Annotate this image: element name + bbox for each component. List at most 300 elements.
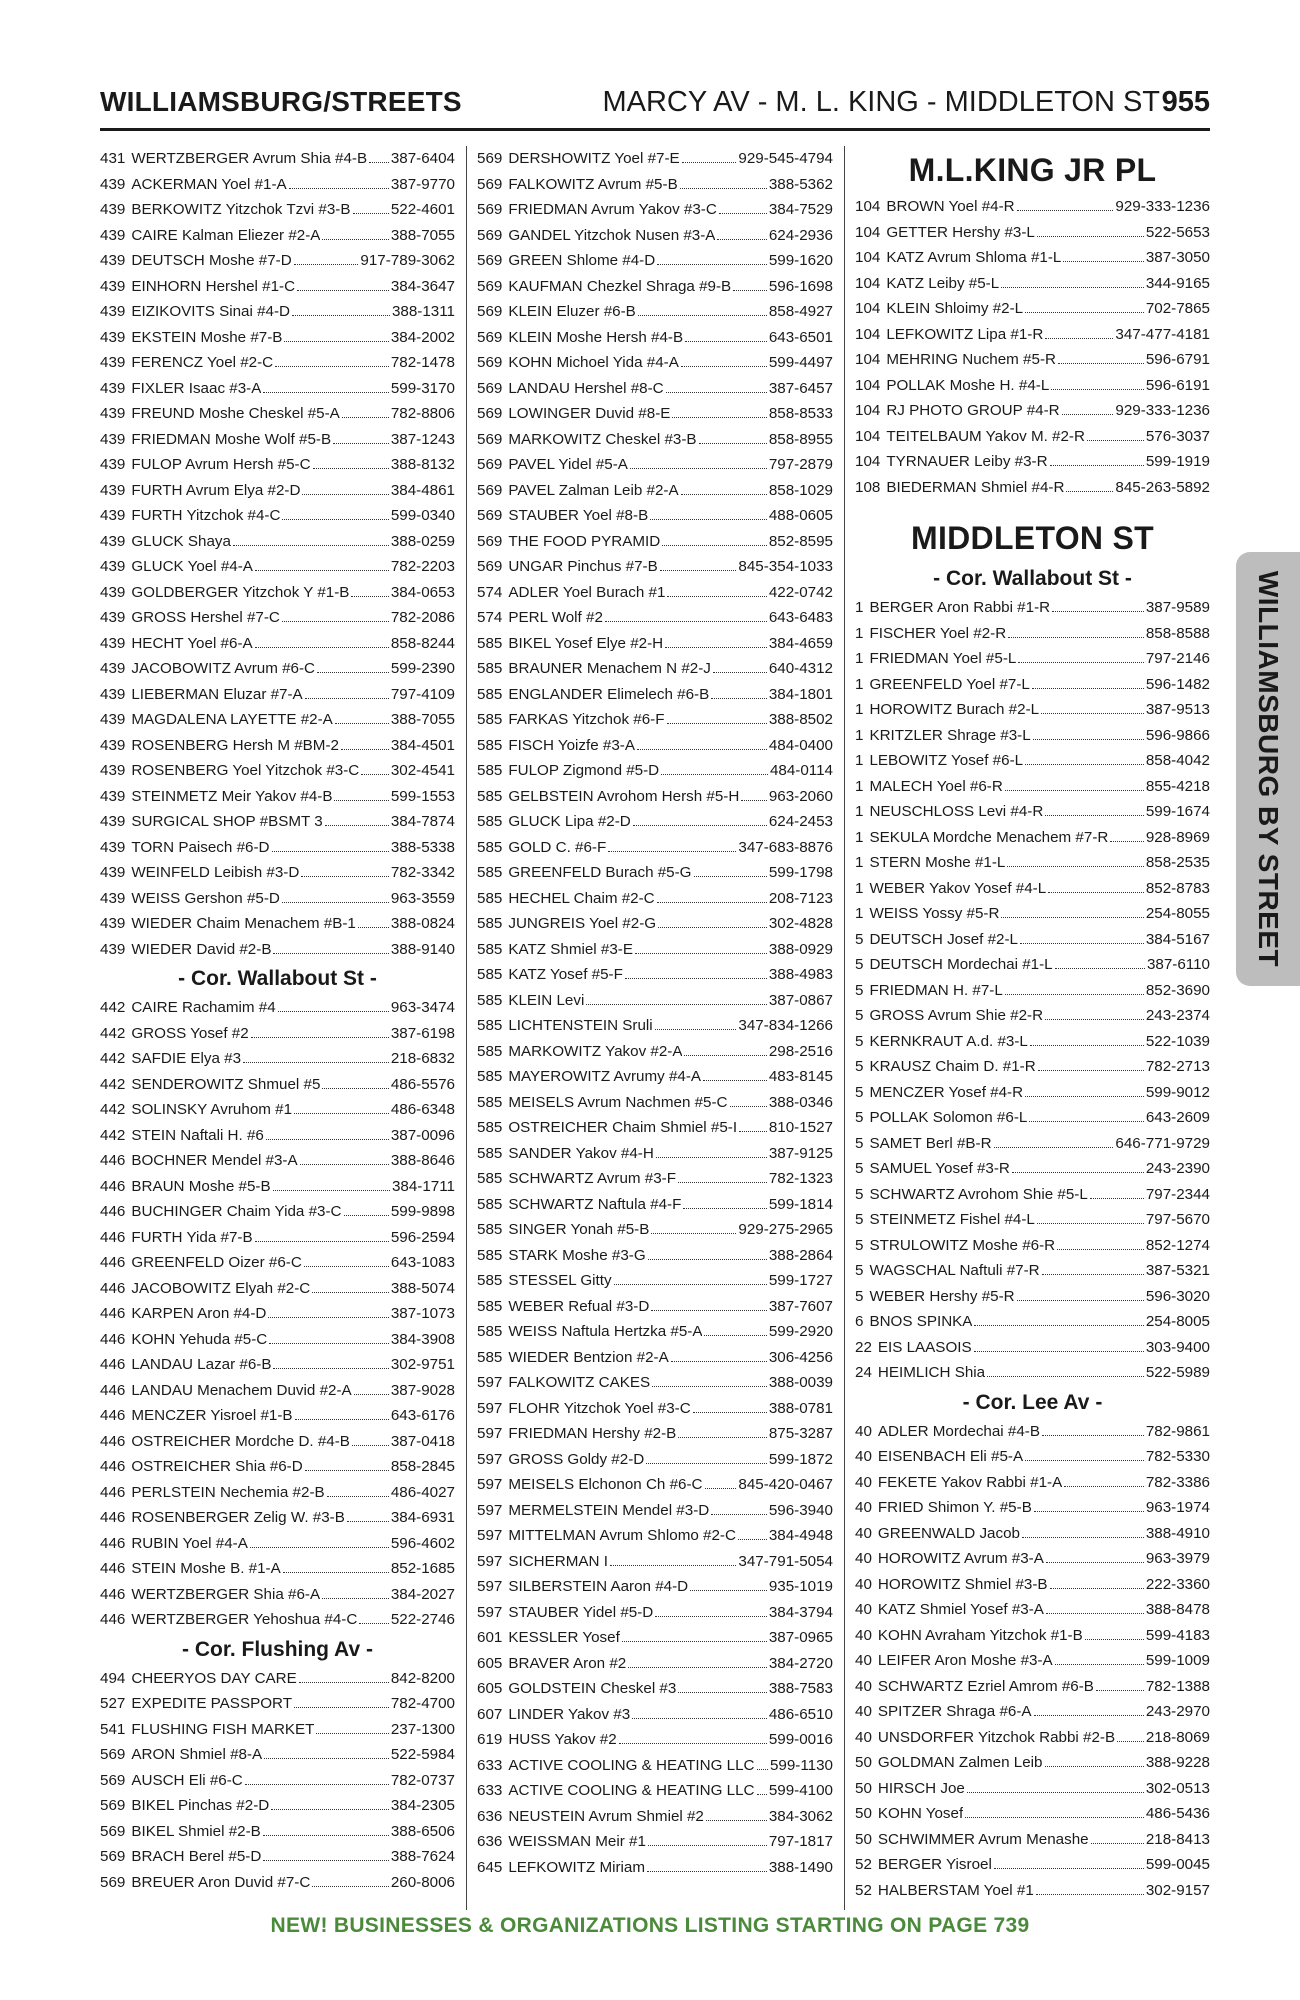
dot-leader <box>974 1351 1144 1352</box>
phone-number: 306-4256 <box>768 1348 833 1366</box>
resident-name: KRAUSZ Chaim D. #1-R <box>869 1058 1036 1075</box>
phone-number: 243-2970 <box>1145 1703 1210 1720</box>
house-number: 104 <box>855 198 881 215</box>
dot-leader <box>1055 968 1145 969</box>
resident-name: KOHN Avraham Yitzchok #1-B <box>877 1626 1083 1644</box>
dot-leader <box>359 1623 389 1624</box>
dot-leader <box>1050 1588 1144 1589</box>
phone-number: 855-4218 <box>1145 777 1210 795</box>
phone-number: 596-1482 <box>1145 675 1210 693</box>
dot-leader <box>335 723 389 724</box>
dot-leader <box>693 1412 767 1413</box>
listing-entry <box>855 1521 1210 1547</box>
phone-number: 646-771-9729 <box>1115 1134 1210 1152</box>
resident-name: GROSS Yosef #2 <box>131 1024 249 1042</box>
house-number: 527 <box>100 1695 126 1712</box>
house-number: 446 <box>100 1585 126 1603</box>
house-number: 40 <box>855 1448 872 1465</box>
house-number: 1 <box>855 879 864 897</box>
resident-name: OSTREICHER Chaim Shmiel #5-I <box>508 1119 738 1136</box>
listing-entry <box>855 1852 1210 1878</box>
phone-number: 218-8413 <box>1145 1830 1210 1848</box>
resident-name: JACOBOWITZ Elyah #2-C <box>131 1279 311 1297</box>
listing-entry <box>100 911 455 937</box>
resident-name: ACKERMAN Yoel #1-A <box>131 175 287 193</box>
phone-number: 782-2086 <box>390 609 455 626</box>
dot-leader <box>269 1343 389 1344</box>
phone-number: 858-8588 <box>1145 624 1210 642</box>
house-number: 569 <box>477 303 503 320</box>
dot-leader <box>706 1820 767 1821</box>
listing-entry <box>855 1335 1210 1361</box>
house-number: 439 <box>100 456 126 473</box>
listing-entry <box>100 835 455 861</box>
listing-entry <box>477 1804 833 1830</box>
phone-number: 917-789-3062 <box>360 252 455 269</box>
listing-entry <box>477 707 833 733</box>
dot-leader <box>1032 688 1144 689</box>
listing-entry <box>100 1480 455 1506</box>
listing-entry <box>100 223 455 249</box>
listing-entry <box>855 220 1210 246</box>
phone-number: 243-2374 <box>1145 1007 1210 1024</box>
phone-number: 387-0418 <box>390 1432 455 1450</box>
phone-number: 347-791-5054 <box>738 1552 833 1570</box>
resident-name: ROSENBERG Hersh M #BM-2 <box>131 736 339 754</box>
listing-entry <box>855 1495 1210 1521</box>
house-number: 569 <box>477 354 503 371</box>
dot-leader <box>1057 1249 1144 1250</box>
phone-number: 387-1073 <box>390 1305 455 1322</box>
listing-entry <box>477 1447 833 1473</box>
resident-name: FALKOWITZ Avrum #5-B <box>508 175 678 193</box>
house-number: 104 <box>855 274 881 292</box>
resident-name: UNGAR Pinchus #7-B <box>508 558 658 575</box>
house-number: 645 <box>477 1858 503 1876</box>
dot-leader <box>628 1667 767 1668</box>
house-number: 597 <box>477 1476 503 1493</box>
listing-entry <box>855 347 1210 373</box>
phone-number: 599-1130 <box>769 1756 833 1774</box>
dot-leader <box>245 1784 389 1785</box>
phone-number: 875-3287 <box>768 1425 833 1442</box>
phone-number: 782-3342 <box>390 864 455 881</box>
phone-number: 852-8595 <box>768 532 833 550</box>
resident-name: LINDER Yakov #3 <box>508 1705 631 1723</box>
house-number: 5 <box>855 1160 864 1177</box>
resident-name: LANDAU Lazar #6-B <box>131 1356 272 1373</box>
listing-entry <box>477 299 833 325</box>
house-number: 597 <box>477 1578 503 1595</box>
house-number: 439 <box>100 889 126 907</box>
resident-name: MALECH Yoel #6-R <box>869 777 1003 795</box>
resident-name: KATZ Avrum Shloma #1-L <box>886 249 1062 266</box>
resident-name: LEBOWITZ Yosef #6-L <box>869 752 1024 769</box>
listing-entry <box>100 631 455 657</box>
resident-name: KATZ Shmiel Yosef #3-A <box>877 1601 1044 1618</box>
resident-name: BRAUN Moshe #5-B <box>131 1177 271 1195</box>
listing-entry <box>477 1141 833 1167</box>
resident-name: WEINFELD Leibish #3-D <box>131 864 300 881</box>
resident-name: WIEDER Chaim Menachem #B-1 <box>131 915 356 932</box>
house-number: 585 <box>477 1068 503 1085</box>
listing-entry <box>100 1844 455 1870</box>
resident-name: ENGLANDER Elimelech #6-B <box>508 685 710 703</box>
listing-entry <box>100 427 455 453</box>
listing-entry <box>477 503 833 529</box>
dot-leader <box>1034 1511 1144 1512</box>
listing-entry <box>477 1651 833 1677</box>
dot-leader <box>1066 491 1113 492</box>
resident-name: WEISS Yossy #5-R <box>869 905 1000 922</box>
dot-leader <box>289 188 389 189</box>
dot-leader <box>268 1317 388 1318</box>
cross-street-heading: - Cor. Lee Av - <box>962 1390 1103 1414</box>
resident-name: UNSDORFER Yitzchok Rabbi #2-B <box>877 1728 1116 1746</box>
dot-leader <box>647 1871 767 1872</box>
listing-entry <box>477 146 833 172</box>
resident-name: WERTZBERGER Avrum Shia #4-B <box>131 150 368 167</box>
resident-name: FRIEDMAN H. #7-L <box>869 981 1003 999</box>
resident-name: MEISELS Elchonon Ch #6-C <box>508 1476 703 1493</box>
listing-entry <box>477 274 833 300</box>
phone-number: 388-4910 <box>1145 1524 1210 1542</box>
dot-leader <box>625 978 767 979</box>
listing-entry <box>100 1199 455 1225</box>
phone-number: 782-1478 <box>390 354 455 371</box>
listing-entry <box>477 401 833 427</box>
resident-name: KESSLER Yosef <box>508 1629 620 1646</box>
phone-number: 388-8502 <box>768 711 833 728</box>
listing-entry <box>855 952 1210 978</box>
street-heading: MIDDLETON ST <box>910 520 1154 556</box>
resident-name: TEITELBAUM Yakov M. #2-R <box>886 427 1085 445</box>
dot-leader <box>682 162 737 163</box>
listing-entry <box>477 478 833 504</box>
phone-number: 599-1727 <box>768 1272 833 1289</box>
phone-number: 599-1674 <box>1145 803 1210 820</box>
resident-name: STARK Moshe #3-G <box>508 1246 646 1264</box>
house-number: 494 <box>100 1669 126 1687</box>
listing-entry <box>855 1827 1210 1853</box>
listing-entry <box>855 748 1210 774</box>
house-number: 585 <box>477 1323 503 1340</box>
dot-leader <box>650 519 767 520</box>
dot-leader <box>1058 363 1144 364</box>
dot-leader <box>667 723 767 724</box>
dot-leader <box>638 315 767 316</box>
house-number: 50 <box>855 1754 872 1771</box>
phone-number: 599-1009 <box>1145 1652 1210 1669</box>
phone-number: 797-2146 <box>1145 650 1210 667</box>
dot-leader <box>353 213 389 214</box>
phone-number: 243-2390 <box>1145 1160 1210 1177</box>
phone-number: 384-6931 <box>390 1509 455 1526</box>
phone-number: 782-3386 <box>1145 1473 1210 1491</box>
resident-name: MEISELS Avrum Nachmen #5-C <box>508 1093 728 1111</box>
listing-entry <box>100 1072 455 1098</box>
listing-entry <box>477 1217 833 1243</box>
listing-entry <box>100 248 455 274</box>
house-number: 40 <box>855 1550 872 1567</box>
house-number: 5 <box>855 1109 864 1126</box>
dot-leader <box>1045 338 1113 339</box>
dot-leader <box>1022 1537 1144 1538</box>
phone-number: 845-420-0467 <box>738 1476 833 1493</box>
resident-name: KATZ Leiby #5-L <box>886 274 1000 292</box>
phone-number: 387-9125 <box>768 1144 833 1162</box>
resident-name: KLEIN Shloimy #2-L <box>886 300 1024 317</box>
listing-entry <box>855 1597 1210 1623</box>
house-number: 439 <box>100 609 126 626</box>
dot-leader <box>605 621 767 622</box>
listing-entry <box>477 1166 833 1192</box>
resident-name: HALBERSTAM Yoel #1 <box>877 1881 1034 1899</box>
listing-entry <box>855 1470 1210 1496</box>
house-number: 569 <box>477 507 503 524</box>
dot-leader <box>1048 892 1144 893</box>
resident-name: NEUSCHLOSS Levi #4-R <box>869 803 1044 820</box>
phone-number: 254-8005 <box>1145 1313 1210 1330</box>
listing-entry <box>477 937 833 963</box>
resident-name: GREENWALD Jacob <box>877 1524 1020 1542</box>
resident-name: NEUSTEIN Avrum Shmiel #2 <box>508 1807 704 1825</box>
phone-number: 486-6510 <box>768 1705 833 1723</box>
listing-entry <box>855 1233 1210 1259</box>
dot-leader <box>614 1284 767 1285</box>
listing-entry <box>100 554 455 580</box>
house-number: 605 <box>477 1654 503 1672</box>
dot-leader <box>1018 662 1143 663</box>
dot-leader <box>1005 994 1144 995</box>
listing-entry <box>477 1855 833 1881</box>
phone-number: 384-4861 <box>390 481 455 499</box>
house-number: 585 <box>477 1042 503 1060</box>
dot-leader <box>302 494 388 495</box>
resident-name: FRIEDMAN Moshe Wolf #5-B <box>131 430 332 448</box>
house-number: 439 <box>100 634 126 652</box>
house-number: 569 <box>477 558 503 575</box>
listing-entry <box>477 1625 833 1651</box>
resident-name: ROSENBERGER Zelig W. #3-B <box>131 1509 345 1526</box>
phone-number: 522-5989 <box>1145 1364 1210 1381</box>
house-number: 569 <box>100 1771 126 1789</box>
resident-name: WIEDER David #2-B <box>131 940 272 958</box>
house-number: 431 <box>100 150 126 167</box>
listing-entry <box>855 1419 1210 1445</box>
resident-name: WEISS Gershon #5-D <box>131 889 280 907</box>
house-number: 605 <box>477 1680 503 1697</box>
phone-number: 387-0965 <box>768 1629 833 1646</box>
listing-entry <box>855 373 1210 399</box>
resident-name: BNOS SPINKA <box>869 1313 973 1330</box>
listing-entry <box>855 850 1210 876</box>
dot-leader <box>648 1845 767 1846</box>
house-number: 569 <box>477 277 503 295</box>
listing-entry <box>477 1396 833 1422</box>
house-number: 585 <box>477 660 503 677</box>
house-number: 585 <box>477 940 503 958</box>
dot-leader <box>974 1325 1143 1326</box>
resident-name: MEHRING Nuchem #5-R <box>886 351 1056 368</box>
listing-entry <box>100 1742 455 1768</box>
resident-name: SCHWARTZ Avrohom Shie #5-L <box>869 1185 1088 1203</box>
listing-entry <box>855 322 1210 348</box>
resident-name: JUNGREIS Yoel #2-G <box>508 915 657 932</box>
house-number: 585 <box>477 736 503 754</box>
house-number: 585 <box>477 1297 503 1315</box>
listing-entry <box>855 1105 1210 1131</box>
phone-number: 643-1083 <box>390 1254 455 1271</box>
phone-number: 384-4659 <box>768 634 833 652</box>
phone-number: 852-3690 <box>1145 981 1210 999</box>
listing-entry <box>100 1046 455 1072</box>
phone-number: 852-8783 <box>1145 879 1210 897</box>
listing-entry <box>100 1793 455 1819</box>
resident-name: STRULOWITZ Moshe #6-R <box>869 1236 1056 1254</box>
dot-leader <box>1045 815 1143 816</box>
side-tab-label: WILLIAMSBURG BY STREET <box>1253 570 1284 968</box>
house-number: 569 <box>477 379 503 397</box>
house-number: 585 <box>477 813 503 830</box>
dot-leader <box>292 315 390 316</box>
house-number: 50 <box>855 1830 872 1848</box>
listing-column-3 <box>855 146 1210 1903</box>
dot-leader <box>1085 1639 1144 1640</box>
house-number: 446 <box>100 1534 126 1552</box>
resident-name: LANDAU Menachem Duvid #2-A <box>131 1381 352 1399</box>
phone-number: 384-7874 <box>390 813 455 830</box>
dot-leader <box>1063 261 1143 262</box>
phone-number: 302-9157 <box>1145 1881 1210 1899</box>
house-number: 569 <box>477 430 503 448</box>
dot-leader <box>1025 764 1144 765</box>
phone-number: 522-5984 <box>390 1746 455 1763</box>
dot-leader <box>651 1310 767 1311</box>
phone-number: 858-4927 <box>768 303 833 320</box>
listing-entry <box>855 1648 1210 1674</box>
listing-entry <box>477 172 833 198</box>
listing-entry <box>477 1013 833 1039</box>
house-number: 5 <box>855 1236 864 1254</box>
dot-leader <box>757 1794 767 1795</box>
column-divider <box>844 146 845 1910</box>
house-number: 104 <box>855 351 881 368</box>
listing-entry <box>100 1327 455 1353</box>
dot-leader <box>1045 1766 1144 1767</box>
house-number: 439 <box>100 787 126 805</box>
listing-entry <box>100 860 455 886</box>
house-number: 574 <box>477 583 503 601</box>
listing-entry <box>100 886 455 912</box>
phone-number: 388-7583 <box>768 1680 833 1697</box>
house-number: 40 <box>855 1626 872 1644</box>
dot-leader <box>312 1886 389 1887</box>
phone-number: 422-0742 <box>768 583 833 601</box>
resident-name: TORN Paisech #6-D <box>131 838 270 856</box>
listing-entry <box>855 398 1210 424</box>
dot-leader <box>325 825 389 826</box>
house-number: 569 <box>477 226 503 244</box>
dot-leader <box>243 1062 389 1063</box>
house-number: 585 <box>477 915 503 932</box>
listing-entry <box>477 1702 833 1728</box>
listing-entry <box>477 988 833 1014</box>
dot-leader <box>1055 1664 1144 1665</box>
dot-leader <box>1037 236 1144 237</box>
dot-leader <box>1110 841 1143 842</box>
house-number: 439 <box>100 379 126 397</box>
listing-entry <box>855 825 1210 851</box>
resident-name: BIEDERMAN Shmiel #4-R <box>886 478 1065 496</box>
street-range-title: MARCY AV - M. L. KING - MIDDLETON ST <box>602 86 1160 118</box>
phone-number: 388-0824 <box>390 915 455 932</box>
listing-entry <box>855 1546 1210 1572</box>
dot-leader <box>294 1707 389 1708</box>
house-number: 439 <box>100 430 126 448</box>
listing-entry <box>477 1753 833 1779</box>
listing-entry <box>100 503 455 529</box>
phone-number: 963-2060 <box>768 787 833 805</box>
listing-entry <box>100 1301 455 1327</box>
house-number: 597 <box>477 1501 503 1519</box>
listing-entry <box>855 1725 1210 1751</box>
resident-name: THE FOOD PYRAMID <box>508 532 661 550</box>
phone-number: 388-0781 <box>768 1399 833 1417</box>
phone-number: 388-5338 <box>390 838 455 856</box>
house-number: 1 <box>855 777 864 795</box>
house-number: 1 <box>855 752 864 769</box>
listing-entry <box>100 146 455 172</box>
resident-name: KARPEN Aron #4-D <box>131 1305 267 1322</box>
listing-entry <box>100 733 455 759</box>
phone-number: 858-1029 <box>768 481 833 499</box>
phone-number: 929-275-2965 <box>738 1221 833 1238</box>
dot-leader <box>273 1368 388 1369</box>
resident-name: SAMUEL Yosef #3-R <box>869 1160 1010 1177</box>
listing-entry <box>477 223 833 249</box>
house-number: 104 <box>855 453 881 470</box>
cross-street-heading: - Cor. Flushing Av - <box>182 1637 373 1661</box>
dot-leader <box>255 647 389 648</box>
dot-leader <box>713 672 767 673</box>
dot-leader <box>994 1147 1114 1148</box>
house-number: 104 <box>855 402 881 419</box>
resident-name: GOLD C. #6-F <box>508 838 607 856</box>
resident-name: GOLDSTEIN Cheskel #3 <box>508 1680 677 1697</box>
resident-name: BERGER Yisroel <box>877 1856 992 1873</box>
listing-entry <box>100 707 455 733</box>
listing-entry <box>855 723 1210 749</box>
listing-entry <box>477 1345 833 1371</box>
dot-leader <box>341 749 389 750</box>
resident-name: SCHWARTZ Avrum #3-F <box>508 1170 676 1187</box>
resident-name: ARON Shmiel #8-A <box>131 1746 263 1763</box>
listing-entry <box>100 809 455 835</box>
phone-number: 599-1620 <box>768 252 833 269</box>
resident-name: BREUER Aron Duvid #7-C <box>131 1873 311 1891</box>
phone-number: 302-4828 <box>768 915 833 932</box>
house-number: 569 <box>100 1848 126 1865</box>
dot-leader <box>266 1139 389 1140</box>
resident-name: FISCHER Yoel #2-R <box>869 624 1007 642</box>
phone-number: 858-2535 <box>1145 854 1210 871</box>
phone-number: 599-0016 <box>768 1731 833 1748</box>
listing-entry <box>100 1666 455 1692</box>
resident-name: GLUCK Shaya <box>131 532 231 550</box>
listing-entry <box>100 682 455 708</box>
resident-name: FULOP Zigmond #5-D <box>508 762 660 779</box>
